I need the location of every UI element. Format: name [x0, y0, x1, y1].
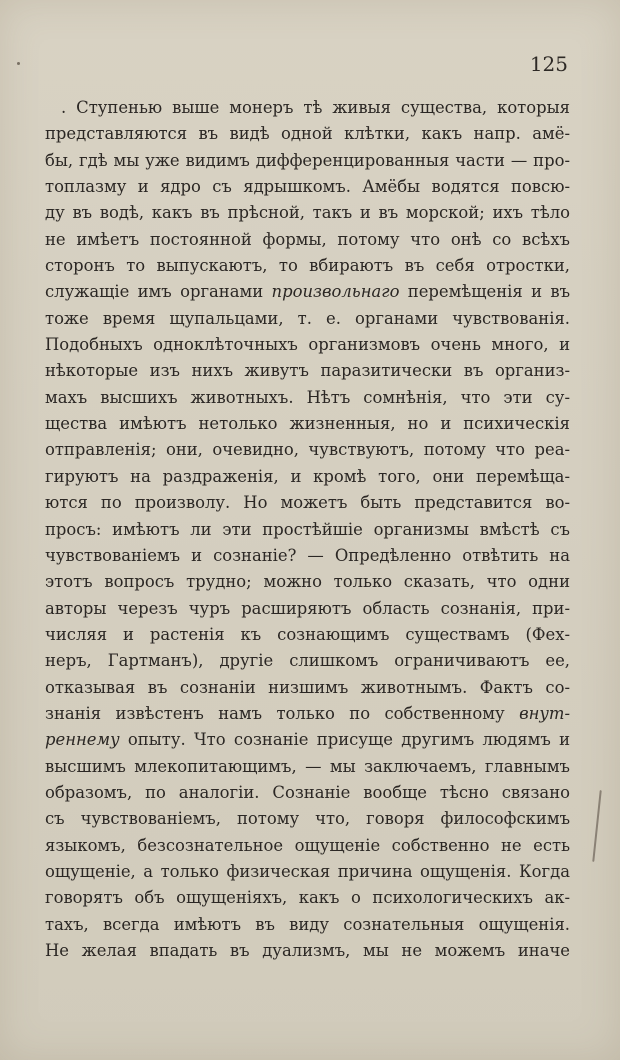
text-line-segment: представляются въ видѣ одной клѣтки, какъ напр. амё-: [45, 124, 570, 144]
text-line: [45, 727, 570, 753]
text-line-segment: ются по произволу. Но можетъ быть представится во-: [45, 493, 570, 513]
text-line: [45, 200, 570, 226]
text-line: [45, 622, 570, 648]
text-line-segment: образомъ, по аналогіи. Сознаніе вообще тѣсно связано: [45, 782, 570, 802]
text-line: [45, 517, 570, 543]
page-number: 125: [529, 52, 568, 76]
text-line: [45, 411, 570, 437]
text-line-segment: съ чувствованіемъ, потому что, говоря философскимъ: [45, 809, 570, 829]
text-line-segment: тоже время щупальцами, т. е. органами чувствованія.: [45, 308, 570, 328]
text-line-segment: отказывая въ сознаніи низшимъ животнымъ. Фактъ со-: [45, 677, 570, 697]
text-line-segment: ощущеніе, а только физическая причина ощущенія. Когда: [45, 861, 570, 881]
text-line-segment: высшимъ млекопитающимъ, — мы заключаемъ, главнымъ: [45, 756, 570, 776]
text-line: [45, 306, 570, 332]
paper-speck: [17, 62, 20, 65]
text-line-segment: знанія извѣстенъ намъ только по собственному: [45, 703, 520, 723]
text-line: [45, 95, 570, 121]
text-line: [45, 754, 570, 780]
text-line-segment: тахъ, всегда имѣютъ въ виду сознательныя ощущенія.: [45, 914, 570, 934]
text-line: [45, 833, 570, 859]
text-line: [45, 227, 570, 253]
text-line-segment: Подобныхъ одноклѣточныхъ организмовъ очень много, и: [45, 335, 570, 355]
italic-emphasis: реннему: [45, 730, 120, 750]
text-line: [45, 859, 570, 885]
text-line-segment: махъ высшихъ животныхъ. Нѣтъ сомнѣнія, что эти су-: [45, 387, 570, 407]
text-line-segment: чувствованіемъ и сознаніе? — Опредѣленно отвѣтить на: [45, 545, 570, 565]
text-line-segment: сторонъ то выпускаютъ, то вбираютъ въ себя отростки,: [45, 256, 570, 276]
text-line-segment: неръ, Гартманъ), другіе слишкомъ ограничиваютъ ее,: [45, 651, 570, 671]
text-line-segment: служащіе имъ органами: [45, 282, 272, 302]
text-line: [45, 912, 570, 938]
text-line: [45, 938, 570, 964]
text-line-segment: гируютъ на раздраженія, и кромѣ того, они перемѣща-: [45, 466, 570, 486]
text-line: [45, 648, 570, 674]
text-line: [45, 358, 570, 384]
text-line: [45, 253, 570, 279]
text-line-segment: этотъ вопросъ трудно; можно только сказать, что одни: [45, 572, 570, 592]
text-line: [45, 675, 570, 701]
text-line: [45, 569, 570, 595]
text-line-segment: числяя и растенія къ сознающимъ существамъ (Фех-: [45, 624, 570, 644]
body-text: [45, 95, 570, 964]
text-line: [45, 596, 570, 622]
margin-pencil-mark: [592, 790, 602, 862]
text-line-segment: говорятъ объ ощущеніяхъ, какъ о психологическихъ ак-: [45, 888, 570, 908]
text-line: [45, 174, 570, 200]
text-line-segment: бы, гдѣ мы уже видимъ дифференцированныя части — про-: [45, 150, 570, 170]
text-line: [45, 279, 570, 305]
text-line-segment: отправленія; они, очевидно, чувствуютъ, потому что реа-: [45, 440, 570, 460]
text-line-segment: топлазму и ядро съ ядрышкомъ. Амёбы водятся повсю-: [45, 177, 570, 197]
text-line: [45, 885, 570, 911]
text-line-segment: . Ступенью выше монеръ тѣ живыя существа, которыя: [61, 98, 570, 117]
text-line-segment: ду въ водѣ, какъ въ прѣсной, такъ и въ морской; ихъ тѣло: [45, 203, 570, 223]
text-line-segment: просъ: имѣютъ ли эти простѣйшіе организмы вмѣстѣ съ: [45, 519, 570, 539]
text-line-segment: перемѣщенія и въ: [399, 282, 571, 302]
text-line-segment: опыту. Что сознаніе присуще другимъ людямъ и: [119, 730, 570, 750]
text-line: [45, 543, 570, 569]
text-line: [45, 332, 570, 358]
text-line-segment: авторы черезъ чуръ расширяютъ область сознанія, при-: [45, 598, 570, 618]
text-line-segment: щества имѣютъ нетолько жизненныя, но и психическія: [45, 414, 570, 434]
text-line-segment: Не желая впадать въ дуализмъ, мы не можемъ иначе: [45, 941, 570, 960]
italic-emphasis: произвольнаго: [271, 282, 400, 302]
text-line: [45, 121, 570, 147]
text-line-segment: не имѣетъ постоянной формы, потому что онѣ со всѣхъ: [45, 229, 570, 249]
text-line-segment: языкомъ, безсознательное ощущеніе собственно не есть: [45, 835, 570, 855]
text-line: [45, 701, 570, 727]
text-line: [45, 464, 570, 490]
text-line-segment: нѣкоторые изъ нихъ живутъ паразитически въ организ-: [45, 361, 570, 381]
text-line: [45, 490, 570, 516]
text-line: [45, 437, 570, 463]
text-line: [45, 385, 570, 411]
text-line: [45, 780, 570, 806]
text-line: [45, 148, 570, 174]
text-line: [45, 806, 570, 832]
italic-emphasis: внут-: [519, 703, 570, 723]
